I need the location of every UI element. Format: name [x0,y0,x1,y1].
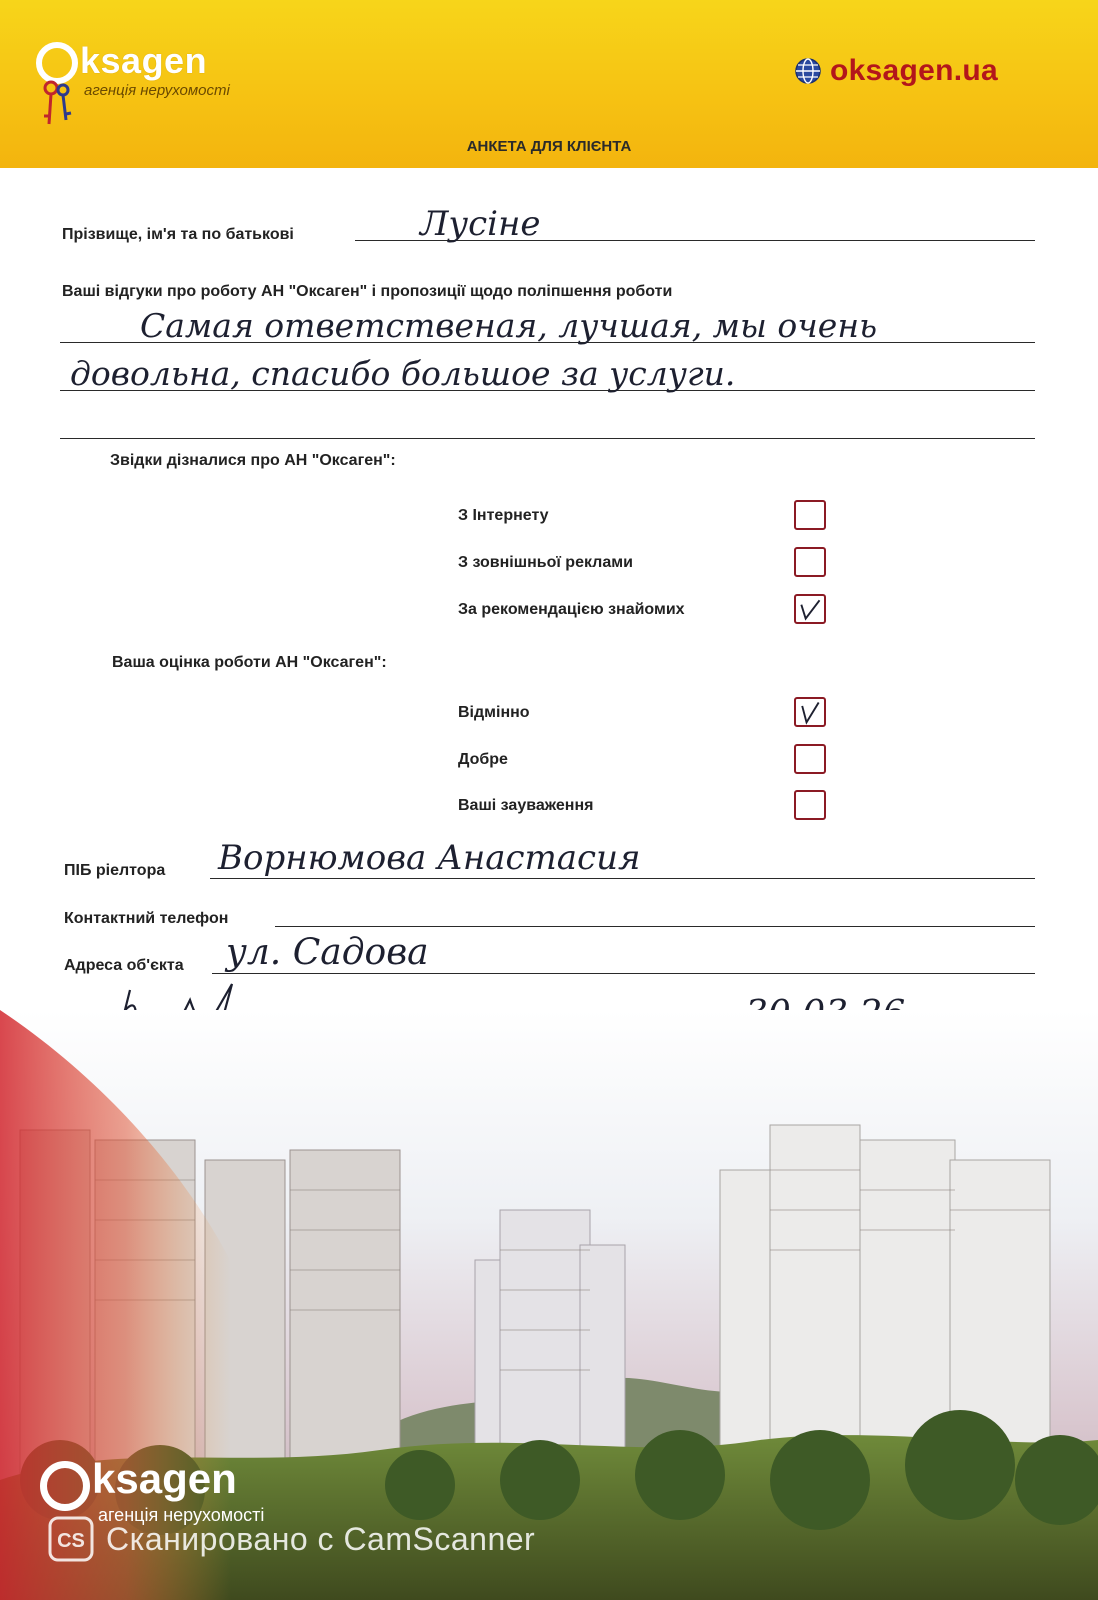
checkbox-internet[interactable] [794,500,826,530]
website-text: oksagen.ua [829,54,998,87]
footer-logo-o-icon [40,1461,90,1511]
feedback-label: Ваші відгуки про роботу АН "Оксаген" і пропозиції щодо поліпшення роботи [62,283,673,300]
feedback-line-3 [60,438,1035,439]
source-label: Звідки дізналися про АН "Оксаген": [110,452,396,469]
rating-option-excellent: Відмінно [458,704,530,721]
camscanner-icon [48,1516,94,1562]
source-option-internet: З Інтернету [458,507,549,524]
rating-label: Ваша оцінка роботи АН "Оксаген": [112,654,387,671]
checkbox-ads[interactable] [794,547,826,577]
full-name-value[interactable]: Лусіне [420,204,541,244]
source-option-recommendation: За рекомендацією знайомих [458,601,685,618]
rating-option-good: Добре [458,751,508,768]
checkbox-remarks[interactable] [794,790,826,820]
logo-text: ksagen [80,40,208,81]
rating-option-remarks: Ваші зауваження [458,797,594,814]
logo-o-icon [36,42,78,84]
globe-icon [794,57,822,85]
address-label: Адреса об'єкта [64,957,184,974]
source-option-ads: З зовнішньої реклами [458,554,633,571]
check-mark-icon [796,596,824,622]
website-link[interactable] [794,54,998,88]
address-line [212,973,1035,974]
address-value[interactable]: ул. Садова [226,932,429,973]
check-mark-icon [796,699,824,725]
oksagen-logo [36,40,276,132]
phone-line [275,926,1035,927]
svg-text:CS: CS [57,1530,85,1552]
feedback-text-line-1[interactable]: Самая ответственая, лучшая, мы очень [140,306,878,345]
camscanner-watermark [48,1516,535,1562]
watermark-text: Сканировано с CamScanner [106,1520,536,1557]
realtor-line [210,878,1035,879]
checkbox-recommendation[interactable] [794,594,826,624]
realtor-label: ПІБ ріелтора [64,862,166,879]
checkbox-good[interactable] [794,744,826,774]
checkbox-excellent[interactable] [794,697,826,727]
keys-icon [42,80,72,128]
header-band [0,0,1098,168]
form-title: АНКЕТА ДЛЯ КЛІЄНТА [466,138,632,155]
logo-subtitle: агенція нерухомості [84,82,230,99]
realtor-value[interactable]: Ворнюмова Анастасия [218,838,641,878]
phone-label: Контактний телефон [64,910,229,927]
feedback-text-line-2[interactable]: довольна, спасибо большое за услуги. [70,354,736,393]
footer-logo-subtitle: агенція нерухомості [98,1505,265,1525]
full-name-label: Прізвище, ім'я та по батькові [62,226,294,243]
footer-logo-text: ksagen [92,1455,237,1502]
